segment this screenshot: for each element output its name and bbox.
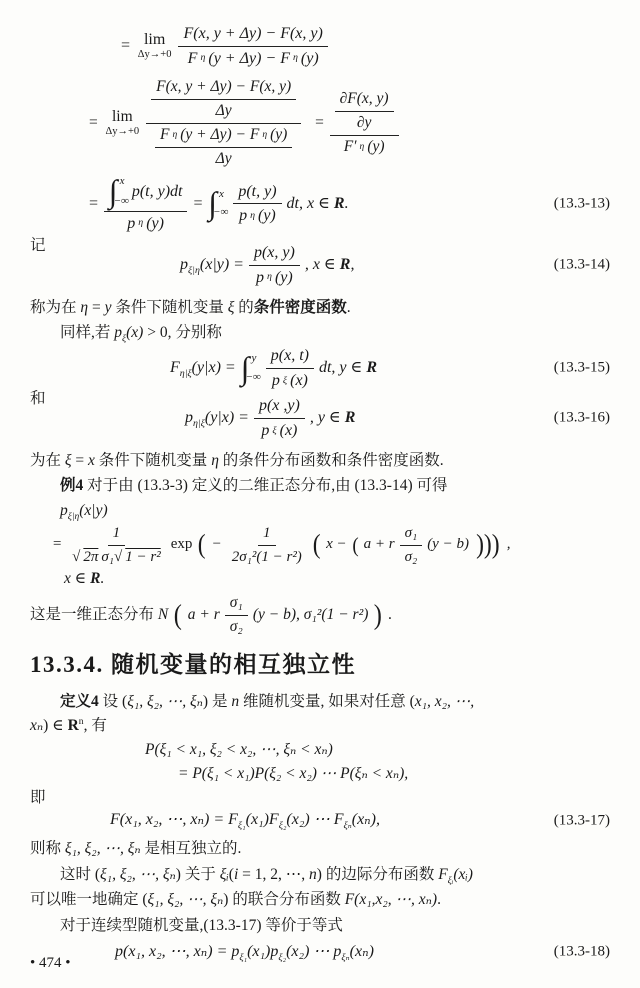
equals-sign: = [88,194,99,212]
fraction-denominator: σ₂ [404,548,418,565]
fraction [254,396,305,440]
page-number: • 474 • [30,954,71,971]
continuous-case-text: 对于连续型随机变量,(13.3-17) 等价于等式 [60,917,343,935]
integral-upper-limit: y [251,352,257,365]
lim-subscript: Δy→+0 [137,48,172,60]
example-4-formula [52,524,612,566]
equation-number: (13.3-17) [553,812,610,829]
note-label: 记 [30,237,46,255]
main-fraction [146,78,301,169]
fraction-numerator: 1 [258,524,276,545]
equation-13-3-15 [170,346,612,390]
integral-lower-limit: −∞ [113,195,129,208]
equals-sign: = [52,536,63,553]
inner-fraction [335,90,394,133]
equation-number: (13.3-15) [553,359,610,376]
fraction-denominator: σ₂ [229,617,243,635]
fraction-denominator: √ 2π σ₁√ 1 − r² [72,548,161,565]
fraction-denominator: Δy [215,149,232,167]
formula-segment: a + r [187,606,220,624]
fraction [233,182,281,226]
integral-limits [245,351,261,385]
fraction-denominator: p η (y) [256,268,293,286]
integral-limits [113,174,129,209]
fraction-numerator: p(t, y) [233,182,281,205]
equals-sign: = [88,114,99,132]
fraction-denominator: 2σ₁²(1 − r²) [231,548,302,565]
comma: , [506,536,511,553]
derivation-step-2 [88,78,612,169]
probability-equation-line-2: = P(ξ₁ < x₁)P(ξ₂ < x₂) ⋯ P(ξₙ < xₙ), [178,765,409,783]
equation-lhs: $F_{\eta|\xi}(y|x)$ = [170,358,236,380]
limit-operator [138,32,172,61]
formula-segment: a + r [363,536,395,553]
fraction-denominator: ∂y [356,113,372,131]
fraction [249,243,300,287]
equation-13-3-14 [180,243,612,287]
equals-sign: = [120,36,131,54]
definition-4-line-2: xₙ) ∈ $R^n$, 有 [30,716,107,735]
then-label: 即 [30,789,46,807]
open-paren: ( [312,528,321,560]
integral-upper-limit: x [219,187,224,200]
fraction-numerator [146,78,301,124]
fraction [178,24,327,68]
integral-sign [108,172,129,209]
integral-lower-limit: −∞ [245,370,261,383]
minus-sign: − [211,536,222,553]
fraction-numerator: F η (y + Δy) − F η (y) [155,126,292,148]
equation-tail: , x ∈ R, [304,255,355,273]
fraction-numerator: F(x, y + Δy) − F(x, y) [151,78,296,100]
fraction-numerator: p(x, y) [249,243,300,266]
probability-equation-line-1: P(ξ₁ < x₁, ξ₂ < x₂, ⋯, ξₙ < xₙ) [145,741,333,759]
similarly-text: 同样,若 $p_\xi(x) > 0$, 分别称 [60,324,222,345]
fraction [266,346,314,390]
lim-word: lim [111,108,133,126]
formula-segment: (y − b) [427,536,469,553]
limit-operator [105,109,139,137]
exp-operator: exp [170,536,193,553]
fraction-numerator: p(x, t) [266,346,314,369]
integral-symbol: ∫ [208,185,218,222]
equation-number: (13.3-13) [553,195,610,212]
equation-number: (13.3-14) [553,256,610,273]
independence-text: 则称 ξ₁, ξ₂, ⋯, ξₙ 是相互独立的. [30,840,242,858]
integral-symbol: ∫ [108,172,118,209]
open-paren: ( [198,528,206,560]
normalization-fraction [67,524,166,566]
open-paren: ( [351,532,359,557]
fraction-denominator: p η (y) [239,207,276,225]
fraction-denominator [150,124,297,169]
close-parens: ))) [476,528,500,560]
equation-number: (13.3-18) [553,943,610,960]
formula-segment: x − [326,536,347,553]
fraction-numerator: p(x ,y) [254,396,305,419]
integrand: p(t, y)dt [131,182,183,200]
fraction-numerator: F(x, y + Δy) − F(x, y) [178,24,327,47]
normal-dist-remark [30,594,612,637]
equation-lhs: $p_{\eta|\xi}(y|x)$ = [185,408,249,430]
integral-sign [208,187,228,221]
marginal-text-line-1: 这时 (ξ₁, ξ₂, ⋯, ξₙ) 关于 ξᵢ(i = 1, 2, ⋯, n) 的边际分布函数 $F_{\xi ᵢ}(xᵢ)$ [60,866,473,887]
equation-13-3-13 [88,172,612,234]
fraction-denominator: p ξ (x) [271,371,308,389]
lim-subscript: Δy→+0 [105,125,140,137]
integral-lower-limit: −∞ [213,206,229,219]
equation-lhs: $p_{\xi|\eta}(x|y)$ = [180,255,244,277]
equation-13-3-18 [115,941,612,964]
fraction-numerator: σ₁ [225,594,248,616]
exponent-fraction [227,524,307,566]
fraction-numerator [104,172,188,212]
fraction-numerator [330,90,399,136]
integral-limits [213,187,229,221]
fraction-denominator: Δy [215,101,232,119]
section-heading-13-3-4: 13.3.4. 随机变量的相互独立性 [30,651,356,677]
and-label: 和 [30,390,46,408]
inner-fraction [151,78,296,121]
equation-tail: dt, x ∈ R. [286,194,349,212]
example-4-text: 例4 对于由 (13.3-3) 定义的二维正态分布,由 (13.3-14) 可得 [60,477,448,495]
period: . [387,606,392,624]
domain-line: x ∈ R. [64,569,105,587]
marginal-text-line-2: 可以唯一地确定 (ξ₁, ξ₂, ⋯, ξₙ) 的联合分布函数 F(x₁,x₂, ⋯, xₙ). [30,891,441,909]
lim-word: lim [143,30,166,48]
fraction-numerator: 1 [108,524,126,545]
close-paren: ) [374,598,383,631]
remark-prefix: 这是一维正态分布 N [30,606,169,624]
equation-number: (13.3-16) [553,409,610,426]
equation-tail: , y ∈ R [309,408,356,426]
fraction-denominator: F η (y + Δy) − F η (y) [187,49,319,67]
integral-upper-limit: x [119,174,125,187]
equation-13-3-16 [185,396,612,440]
fraction-denominator: F′ η (y) [343,137,385,155]
integral-symbol: ∫ [240,349,250,386]
equation-body: F(x₁, x₂, ⋯, $x_n) = F_{\xi_1}(x_1)F_{\xi_2}(x_2)$ ⋯ $F_{\xi_n}(x_n)$, [110,811,380,832]
formula-segment: (y − b), σ₁²(1 − r²) [252,606,369,624]
sigma-ratio-fraction [400,524,423,566]
fraction-numerator: ∂F(x, y) [335,90,394,112]
definition-4-line-1: 定义4 设 (ξ₁, ξ₂, ⋯, ξₙ) 是 n 维随机变量, 如果对任意 (x₁, x₂, ⋯, [60,693,475,711]
fraction-denominator: p ξ (x) [261,421,298,439]
fraction-denominator: p η (y) [127,214,164,232]
inner-fraction [155,126,292,169]
derivation-step-1 [120,24,612,68]
conditional-distribution-text: 为在 ξ = x 条件下随机变量 η 的条件分布函数和条件密度函数. [30,452,444,470]
equation-body: p(x₁, x₂, ⋯, $x_n) = p_{\xi_1}(x_1)p_{\xi_2}(x_2)$ ⋯ $p_{\xi_n}(x_n)$ [115,943,374,964]
equation-tail: dt, y ∈ R [318,358,378,376]
sigma-ratio-fraction [225,594,248,637]
equals-sign: = [314,114,325,132]
conditional-density-lhs: $p_{\xi|\eta}(x|y)$ [60,502,108,523]
equals-sign: = [192,194,204,212]
integral-fraction [104,172,188,234]
equation-13-3-17 [110,809,612,832]
fraction-numerator: σ₁ [400,524,423,545]
partial-derivative-fraction [330,90,399,157]
integral-sign [241,351,261,385]
open-paren: ( [173,598,183,631]
conditional-density-text: 称为在 η = y 条件下随机变量 ξ 的条件密度函数. [30,299,351,317]
